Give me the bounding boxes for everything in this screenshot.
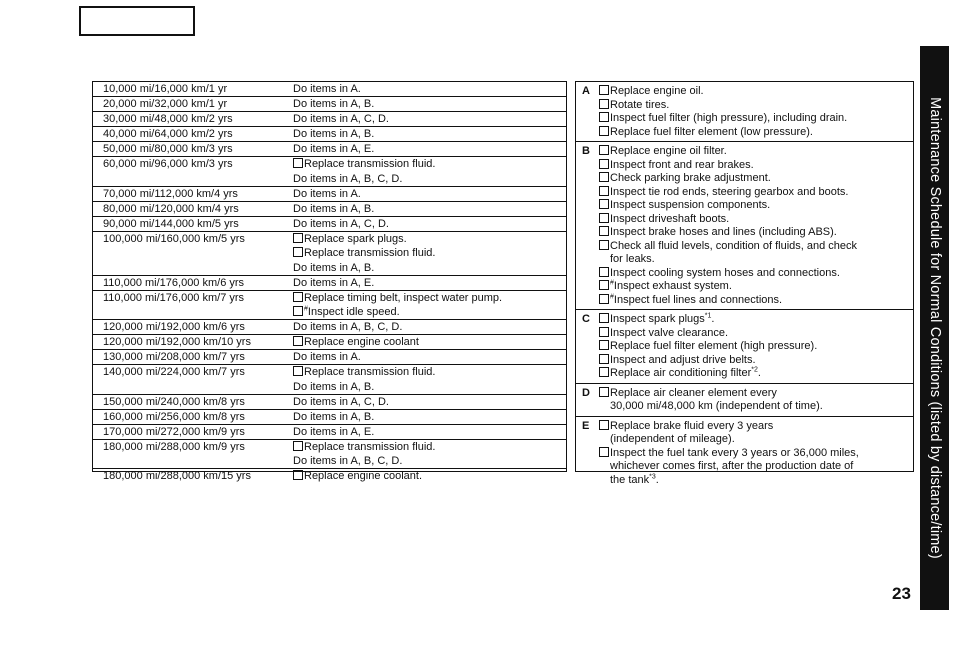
actions-cell xyxy=(293,202,374,217)
action-line xyxy=(293,425,374,440)
checkbox-icon xyxy=(599,199,609,209)
action-line xyxy=(293,217,389,232)
actions-cell xyxy=(293,425,374,440)
distance-cell: 50,000 mi/80,000 km/3 yrs xyxy=(103,143,233,155)
item-text: Rotate tires. xyxy=(610,98,670,111)
checkbox-icon xyxy=(599,387,609,397)
schedule-row xyxy=(93,440,566,470)
checkbox-icon xyxy=(599,447,609,457)
checkbox-icon xyxy=(293,336,303,346)
legend-item xyxy=(599,267,857,281)
item-text: Inspect suspension components. xyxy=(610,199,771,211)
action-line xyxy=(293,291,502,306)
schedule-row xyxy=(93,82,566,97)
section-items xyxy=(599,420,859,488)
legend-item xyxy=(599,313,817,327)
action-line xyxy=(293,454,435,469)
section-letter: B xyxy=(582,145,590,157)
checkbox-icon xyxy=(293,470,303,480)
checkbox-icon xyxy=(599,240,609,250)
item-text: Inspect front and rear brakes. xyxy=(610,158,754,171)
item-text: Inspect driveshaft boots. xyxy=(610,212,730,225)
actions-cell xyxy=(293,276,374,291)
item-text: Replace fuel filter element (low pressure). xyxy=(610,125,813,138)
checkbox-icon xyxy=(599,172,609,182)
footnote-mark: # xyxy=(610,292,614,300)
item-text: Replace engine oil filter. xyxy=(610,145,727,157)
actions-cell xyxy=(293,187,361,202)
actions-cell xyxy=(293,395,389,410)
legend-item xyxy=(599,354,817,368)
distance-cell: 60,000 mi/96,000 km/3 yrs xyxy=(103,158,233,170)
distance-cell: 160,000 mi/256,000 km/8 yrs xyxy=(103,410,245,423)
legend-section-b xyxy=(576,142,913,310)
item-text: Replace brake fluid every 3 years xyxy=(610,419,774,432)
item-text: Inspect fuel filter (high pressure), including drain. xyxy=(610,112,848,124)
item-text: Replace transmission fluid. xyxy=(304,158,436,170)
schedule-row xyxy=(93,202,566,217)
distance-cell: 30,000 mi/48,000 km/2 yrs xyxy=(103,113,233,125)
section-letter: E xyxy=(582,419,590,432)
item-text: Do items in A, B. xyxy=(293,410,375,423)
schedule-row xyxy=(93,365,566,395)
legend-item xyxy=(599,226,857,240)
distance-schedule-table xyxy=(92,81,567,482)
actions-cell xyxy=(293,410,374,425)
item-text: Do items in A, C, D. xyxy=(293,395,389,408)
actions-cell xyxy=(293,142,374,157)
checkbox-icon xyxy=(599,85,609,95)
distance-cell: 110,000 mi/176,000 km/7 yrs xyxy=(103,291,245,304)
distance-cell: 40,000 mi/64,000 km/2 yrs xyxy=(103,128,233,140)
action-line xyxy=(293,202,374,217)
legend-item xyxy=(599,280,857,294)
item-text: Replace fuel filter element (high pressure). xyxy=(610,340,818,352)
legend-item xyxy=(599,340,817,354)
legend-item xyxy=(599,400,823,414)
schedule-row xyxy=(93,112,566,127)
distance-cell: 10,000 mi/16,000 km/1 yr xyxy=(103,83,228,95)
action-line xyxy=(293,261,435,276)
actions-cell xyxy=(293,82,361,97)
schedule-row xyxy=(93,187,566,202)
actions-cell xyxy=(293,217,389,232)
action-line xyxy=(293,127,374,142)
checkbox-icon xyxy=(599,367,609,377)
footnote-mark: *1 xyxy=(704,312,712,320)
actions-cell xyxy=(293,112,389,127)
action-line xyxy=(293,276,374,291)
item-text: Do items in A, E. xyxy=(293,143,375,155)
item-text-end: . xyxy=(711,313,715,325)
footnote-mark: *3 xyxy=(649,472,656,480)
schedule-row xyxy=(93,217,566,232)
action-line xyxy=(293,157,435,172)
section-letter: D xyxy=(582,386,590,399)
item-text: Do items in A, C, D. xyxy=(293,217,389,230)
item-text: whichever comes first, after the production date of xyxy=(610,460,854,472)
legend-item xyxy=(599,85,847,99)
checkbox-icon xyxy=(293,247,303,257)
distance-cell: 110,000 mi/176,000 km/6 yrs xyxy=(103,276,245,289)
distance-cell: 140,000 mi/224,000 km/7 yrs xyxy=(103,366,245,378)
schedule-row xyxy=(93,97,566,112)
distance-cell: 180,000 mi/288,000 km/9 yrs xyxy=(103,440,245,453)
action-line xyxy=(293,142,374,157)
checkbox-icon xyxy=(293,233,303,243)
checkbox-icon xyxy=(599,126,609,136)
item-text: Replace air cleaner element every xyxy=(610,386,777,399)
legend-item xyxy=(599,294,857,308)
item-text: Do items in A. xyxy=(293,83,361,95)
schedule-row xyxy=(93,410,566,425)
item-text: Do items in A, B. xyxy=(293,128,375,140)
schedule-row xyxy=(93,291,566,321)
item-text: Replace air conditioning filter xyxy=(610,367,752,379)
distance-cell: 120,000 mi/192,000 km/6 yrs xyxy=(103,321,245,333)
legend-item xyxy=(599,420,859,434)
item-text: Inspect fuel lines and connections. xyxy=(613,293,783,306)
item-text: Do items in A, C, D. xyxy=(293,113,389,125)
checkbox-icon xyxy=(599,280,609,290)
distance-cell: 80,000 mi/120,000 km/4 yrs xyxy=(103,202,239,215)
checkbox-icon xyxy=(293,366,303,376)
checkbox-icon xyxy=(293,306,303,316)
actions-cell xyxy=(293,97,374,112)
action-line xyxy=(293,380,435,395)
checkbox-icon xyxy=(599,420,609,430)
item-text: Do items in A, E. xyxy=(293,276,375,289)
item-text: Do items in A. xyxy=(293,351,361,363)
actions-cell xyxy=(293,440,435,469)
distance-cell: 70,000 mi/112,000 km/4 yrs xyxy=(103,187,238,200)
action-line xyxy=(293,440,435,455)
schedule-row xyxy=(93,157,566,187)
actions-cell xyxy=(293,350,361,365)
legend-item xyxy=(599,99,847,113)
footnote-mark: *2 xyxy=(751,366,758,374)
section-letter: A xyxy=(582,85,590,97)
actions-cell xyxy=(293,469,422,484)
action-line xyxy=(293,97,374,112)
distance-cell: 120,000 mi/192,000 km/10 yrs xyxy=(103,336,251,348)
item-text: the tank xyxy=(610,473,650,486)
item-text: Inspect exhaust system. xyxy=(613,280,732,292)
distance-cell: 170,000 mi/272,000 km/9 yrs xyxy=(103,425,245,438)
legend-item xyxy=(599,447,859,461)
item-text: Do items in A, B. xyxy=(293,261,375,274)
legend-item xyxy=(599,240,857,254)
action-line xyxy=(293,112,389,127)
item-text: (independent of mileage). xyxy=(610,433,735,445)
action-line xyxy=(293,469,422,484)
item-text: Do items in A, B. xyxy=(293,98,375,110)
legend-item xyxy=(599,367,817,381)
item-text: Replace transmission fluid. xyxy=(304,366,436,378)
schedule-row xyxy=(93,335,566,350)
schedule-row xyxy=(93,425,566,440)
actions-cell xyxy=(293,365,435,394)
schedule-row xyxy=(93,320,566,335)
checkbox-icon xyxy=(293,441,303,451)
legend-item xyxy=(599,387,823,401)
section-items xyxy=(599,85,847,139)
checkbox-icon xyxy=(599,213,609,223)
legend-item xyxy=(599,199,857,213)
header-box xyxy=(79,6,195,36)
action-line xyxy=(293,172,435,187)
checkbox-icon xyxy=(599,267,609,277)
item-text: Replace transmission fluid. xyxy=(304,440,436,453)
schedule-row xyxy=(93,350,566,365)
section-items xyxy=(599,387,823,414)
legend-item xyxy=(599,186,857,200)
checkbox-icon xyxy=(599,112,609,122)
actions-cell xyxy=(293,320,402,335)
checkbox-icon xyxy=(599,327,609,337)
item-text: Inspect tie rod ends, steering gearbox and boots. xyxy=(610,185,849,198)
schedule-row xyxy=(93,469,566,484)
action-line xyxy=(293,246,435,261)
legend-item xyxy=(599,159,857,173)
item-text: Do items in A. xyxy=(293,187,361,200)
checkbox-icon xyxy=(599,226,609,236)
item-text: Inspect and adjust drive belts. xyxy=(610,353,756,366)
distance-cell: 150,000 mi/240,000 km/8 yrs xyxy=(103,395,245,408)
checkbox-icon xyxy=(599,340,609,350)
checkbox-icon xyxy=(599,159,609,169)
item-text: Replace engine coolant xyxy=(304,336,419,348)
section-items xyxy=(599,145,857,307)
sidebar-title: Maintenance Schedule for Normal Conditions (listed by distance/time) xyxy=(926,97,943,559)
item-text: Check all fluid levels, condition of fluids, and check xyxy=(610,239,858,252)
item-text: Replace timing belt, inspect water pump. xyxy=(304,291,503,304)
distance-cell: 180,000 mi/288,000 km/15 yrs xyxy=(103,470,251,482)
schedule-row xyxy=(93,127,566,142)
footnote-mark: # xyxy=(610,279,614,287)
item-text: Inspect idle speed. xyxy=(307,306,400,318)
action-line xyxy=(293,187,361,202)
footnote-mark: # xyxy=(304,305,308,313)
item-text: Do items in A, B, C, D. xyxy=(293,321,403,333)
item-text: Do items in A, B, C, D. xyxy=(293,455,403,467)
schedule-row xyxy=(93,142,566,157)
action-line xyxy=(293,232,435,247)
checkbox-icon xyxy=(599,186,609,196)
legend-section-d xyxy=(576,384,913,417)
legend-section-c xyxy=(576,310,913,384)
item-text: for leaks. xyxy=(610,253,655,265)
checkbox-icon xyxy=(599,294,609,304)
item-text: Inspect cooling system hoses and connections. xyxy=(610,266,840,279)
section-letter: C xyxy=(582,313,590,325)
item-text: Inspect spark plugs xyxy=(610,313,705,325)
schedule-row xyxy=(93,232,566,276)
action-line xyxy=(293,335,419,350)
legend-item xyxy=(599,213,857,227)
item-text: Do items in A, B, C, D. xyxy=(293,172,403,185)
distance-cell: 90,000 mi/144,000 km/5 yrs xyxy=(103,217,239,230)
legend-item xyxy=(599,253,857,267)
actions-cell xyxy=(293,157,435,186)
item-text: Do items in A, B. xyxy=(293,380,375,393)
action-line xyxy=(293,410,374,425)
maintenance-items-legend xyxy=(575,81,914,486)
legend-item xyxy=(599,112,847,126)
legend-item xyxy=(599,327,817,341)
item-text: 30,000 mi/48,000 km (independent of time). xyxy=(610,400,823,412)
legend-item xyxy=(599,460,859,474)
sidebar-tab xyxy=(920,46,949,610)
item-text: Inspect the fuel tank every 3 years or 36,000 miles, xyxy=(610,446,859,459)
action-line xyxy=(293,305,502,320)
actions-cell xyxy=(293,127,374,142)
item-text: Do items in A, B. xyxy=(293,202,375,215)
item-text: Replace spark plugs. xyxy=(304,232,407,245)
action-line xyxy=(293,82,361,97)
checkbox-icon xyxy=(599,313,609,323)
item-text: Inspect brake hoses and lines (including ABS). xyxy=(610,226,837,238)
legend-item xyxy=(599,433,859,447)
page-number: 23 xyxy=(892,584,911,603)
legend-item xyxy=(599,145,857,159)
item-text-end: . xyxy=(757,367,761,379)
action-line xyxy=(293,395,389,410)
checkbox-icon xyxy=(599,145,609,155)
section-items xyxy=(599,313,817,381)
distance-cell: 130,000 mi/208,000 km/7 yrs xyxy=(103,351,245,363)
checkbox-icon xyxy=(599,354,609,364)
checkbox-icon xyxy=(599,99,609,109)
legend-section-a xyxy=(576,82,913,142)
legend-item xyxy=(599,474,859,488)
legend-item xyxy=(599,172,857,186)
checkbox-icon xyxy=(293,158,303,168)
distance-cell: 100,000 mi/160,000 km/5 yrs xyxy=(103,232,245,245)
distance-cell: 20,000 mi/32,000 km/1 yr xyxy=(103,98,228,110)
action-line xyxy=(293,350,361,365)
actions-cell xyxy=(293,335,419,350)
item-text: Replace engine coolant. xyxy=(304,470,423,482)
item-text: Check parking brake adjustment. xyxy=(610,172,771,184)
checkbox-icon xyxy=(293,292,303,302)
schedule-row xyxy=(93,276,566,291)
item-text: Replace transmission fluid. xyxy=(304,247,436,259)
item-text-end: . xyxy=(655,473,659,486)
legend-item xyxy=(599,126,847,140)
actions-cell xyxy=(293,232,435,276)
item-text: Replace engine oil. xyxy=(610,85,704,97)
item-text: Do items in A, E. xyxy=(293,425,375,438)
schedule-row xyxy=(93,395,566,410)
legend-section-e xyxy=(576,417,913,491)
actions-cell xyxy=(293,291,502,320)
item-text: Inspect valve clearance. xyxy=(610,326,729,339)
action-line xyxy=(293,365,435,380)
action-line xyxy=(293,320,402,335)
